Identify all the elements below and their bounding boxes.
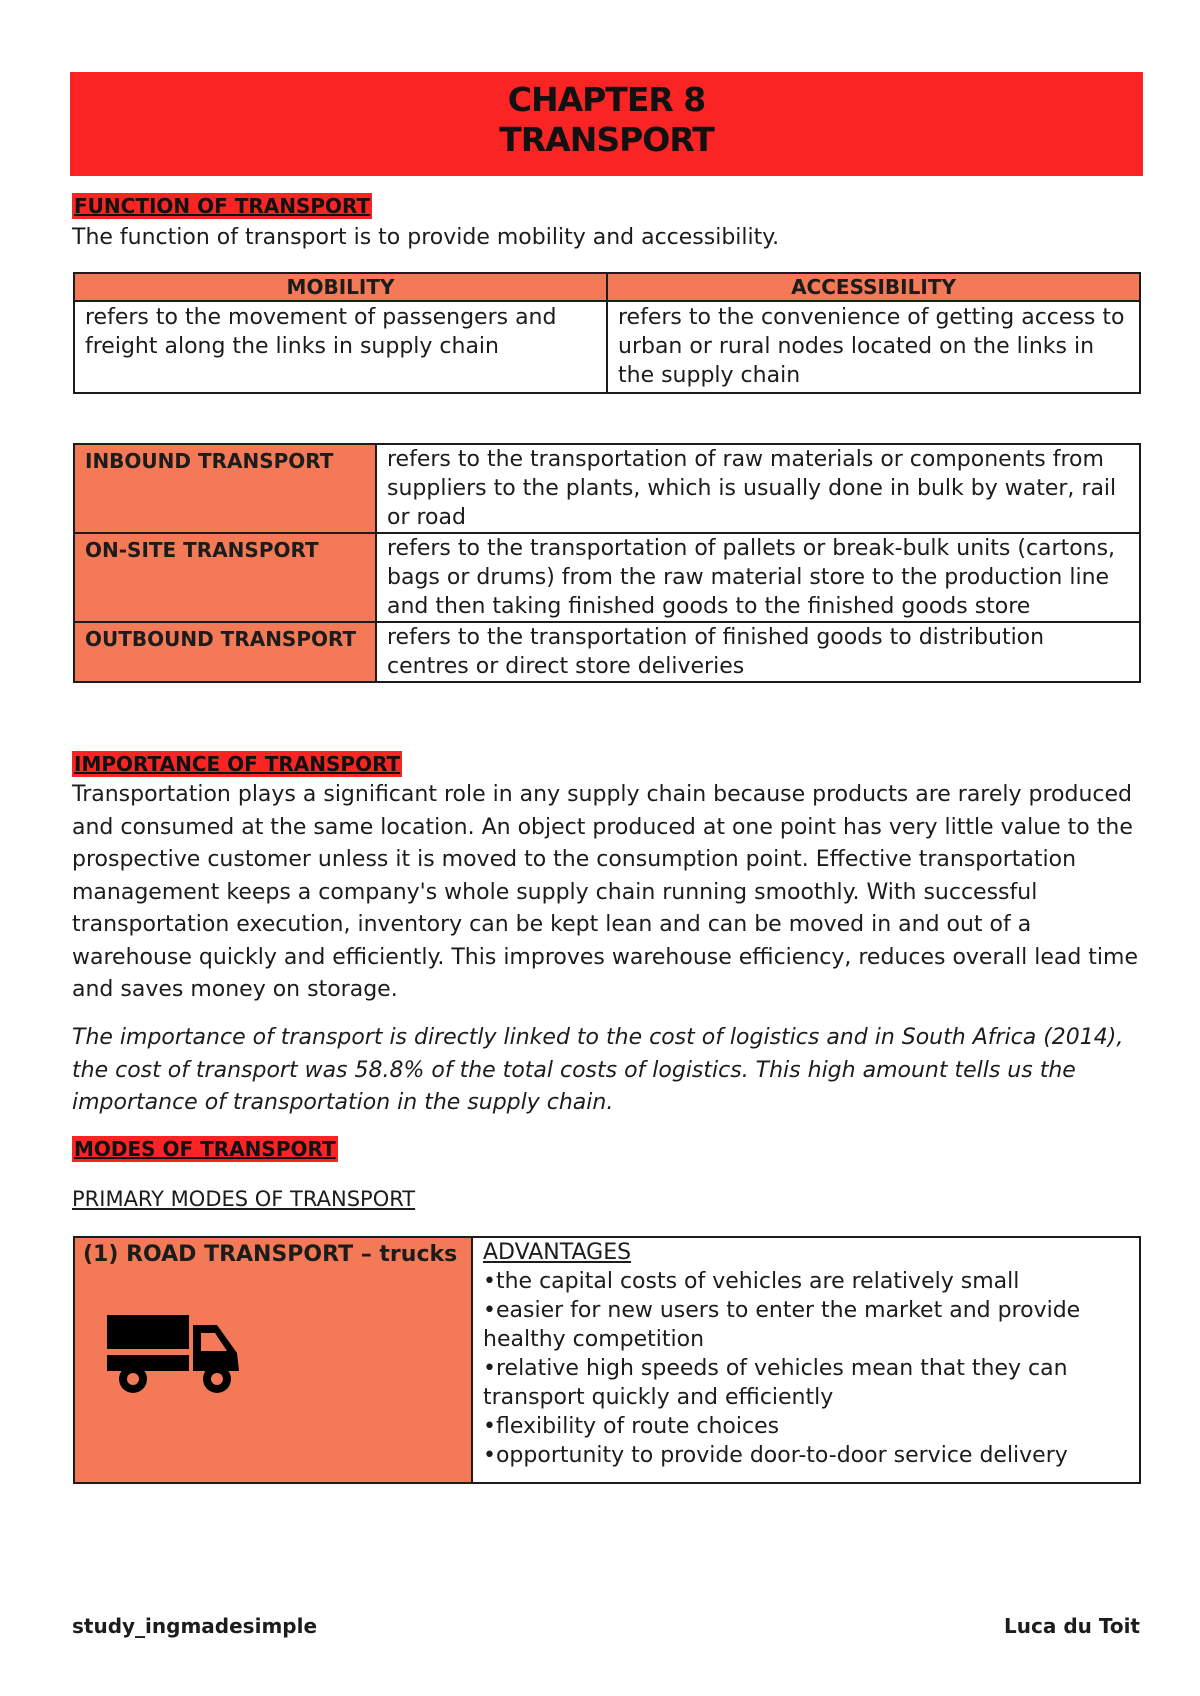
table-row	[74, 444, 1140, 533]
mobility-cell: refers to the movement of passengers and freight along the links in supply chain	[74, 301, 607, 393]
table-row	[74, 622, 1140, 682]
road-transport-cell	[74, 1237, 472, 1483]
accessibility-cell: refers to the convenience of getting access to urban or rural nodes located on the links in the supply chain	[607, 301, 1140, 393]
mobility-accessibility-table	[73, 272, 1141, 394]
chapter-number: CHAPTER 8	[507, 80, 706, 119]
onsite-text: refers to the transportation of pallets or break-bulk units (cartons, bags or drums) from the raw material store to the production line and then taking finished goods to the finished goods store	[376, 533, 1140, 622]
road-advantages-cell	[472, 1237, 1140, 1483]
footer-right: Luca du Toit	[1004, 1614, 1140, 1638]
outbound-text: refers to the transportation of finished goods to distribution centres or direct store deliveries	[376, 622, 1140, 682]
accessibility-header: ACCESSIBILITY	[607, 273, 1140, 301]
table-row	[74, 533, 1140, 622]
importance-paragraph: Transportation plays a significant role in any supply chain because products are rarely produced and consumed at the same location. An object produced at one point has very little value to the prospective customer unless it is moved to the consumption point. Effective transportation management keeps a company's whole supply chain running smoothly. With successful transportation execution, inventory can be kept lean and can be moved in and out of a warehouse quickly and efficiently. This improves warehouse efficiency, reduces overall lead time and saves money on storage.	[72, 782, 1139, 1002]
function-intro: The function of transport is to provide mobility and accessibility.	[72, 225, 780, 250]
mobility-header: MOBILITY	[74, 273, 607, 301]
onsite-label: ON-SITE TRANSPORT	[74, 533, 376, 622]
list-item: •flexibility of route choices	[483, 1414, 780, 1439]
footer-left: study_ingmadesimple	[72, 1614, 318, 1638]
importance-italic-paragraph: The importance of transport is directly linked to the cost of logistics and in South Africa (2014), the cost of transport was 58.8% of the total costs of logistics. This high amount tells us the importance of transportation in the supply chain.	[72, 1025, 1124, 1115]
primary-modes-subheading: PRIMARY MODES OF TRANSPORT	[72, 1187, 416, 1211]
inbound-text: refers to the transportation of raw materials or components from suppliers to the plants, which is usually done in bulk by water, rail or road	[376, 444, 1140, 533]
importance-heading: IMPORTANCE OF TRANSPORT	[74, 752, 401, 776]
list-item: •easier for new users to enter the market and provide healthy competition	[483, 1298, 1081, 1352]
list-item: •opportunity to provide door-to-door service delivery	[483, 1443, 1068, 1468]
road-transport-table	[73, 1236, 1141, 1484]
road-transport-label: (1) ROAD TRANSPORT – trucks	[83, 1242, 458, 1267]
outbound-label: OUTBOUND TRANSPORT	[74, 622, 376, 682]
truck-icon	[105, 1313, 245, 1395]
chapter-banner	[70, 72, 1143, 176]
inbound-label: INBOUND TRANSPORT	[74, 444, 376, 533]
chapter-title: TRANSPORT	[499, 120, 714, 159]
transport-types-table	[73, 443, 1141, 683]
list-item: •relative high speeds of vehicles mean that they can transport quickly and efficiently	[483, 1356, 1068, 1410]
function-heading: FUNCTION OF TRANSPORT	[74, 194, 371, 218]
list-item: •the capital costs of vehicles are relatively small	[483, 1269, 1020, 1294]
advantages-title: ADVANTAGES	[483, 1240, 632, 1265]
modes-heading: MODES OF TRANSPORT	[74, 1137, 336, 1161]
